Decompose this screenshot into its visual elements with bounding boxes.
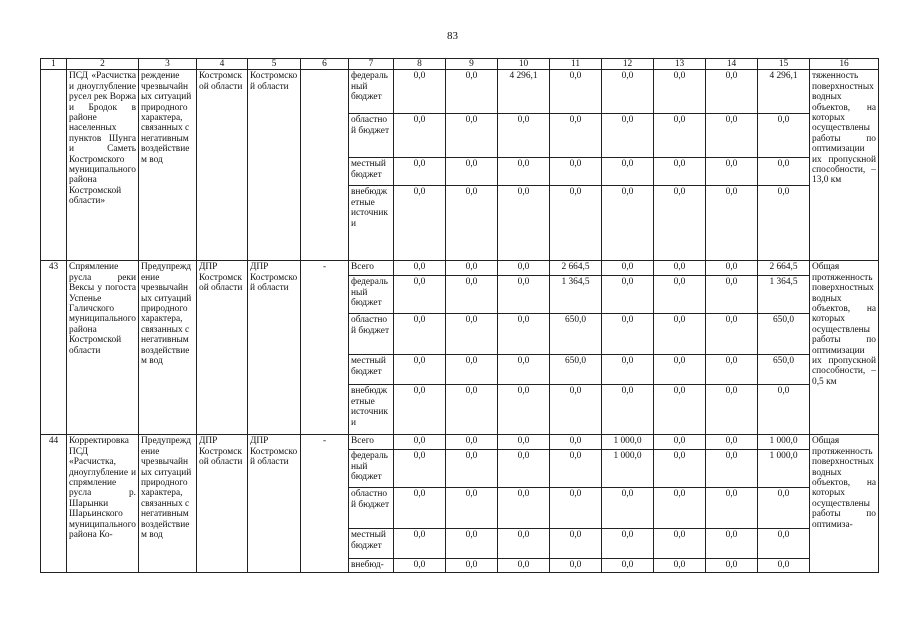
amount-cell: 650,0 bbox=[550, 314, 602, 355]
amount-cell: 0,0 bbox=[602, 385, 654, 435]
amount-cell: 0,0 bbox=[550, 114, 602, 158]
amount-cell: 0,0 bbox=[446, 435, 498, 450]
amount-cell: 0,0 bbox=[706, 314, 758, 355]
amount-cell: 0,0 bbox=[602, 559, 654, 572]
amount-cell: 0,0 bbox=[446, 529, 498, 559]
funding-source-label: местный бюджет bbox=[349, 529, 394, 559]
amount-cell: 1 000,0 bbox=[602, 450, 654, 488]
amount-cell: 0,0 bbox=[394, 314, 446, 355]
amount-cell: 0,0 bbox=[394, 435, 446, 450]
amount-cell: 0,0 bbox=[394, 186, 446, 261]
amount-cell: 0,0 bbox=[706, 70, 758, 114]
column-number: 1 bbox=[41, 59, 67, 70]
amount-cell: 0,0 bbox=[498, 385, 550, 435]
amount-cell: 0,0 bbox=[498, 529, 550, 559]
amount-cell: 0,0 bbox=[446, 314, 498, 355]
project-purpose: Предупреждение чрезвычайных ситуаций природного характера, связанных с негативным воздействием вод bbox=[139, 435, 197, 572]
funding-source-label: внебюджетные источники bbox=[349, 186, 394, 261]
amount-cell: 0,0 bbox=[394, 261, 446, 276]
amount-cell: 0,0 bbox=[654, 261, 706, 276]
amount-cell: 0,0 bbox=[394, 385, 446, 435]
funding-source-label: областной бюджет bbox=[349, 314, 394, 355]
amount-cell: 0,0 bbox=[446, 261, 498, 276]
amount-cell: 0,0 bbox=[706, 559, 758, 572]
amount-cell: 0,0 bbox=[706, 186, 758, 261]
amount-cell: 0,0 bbox=[394, 114, 446, 158]
funding-source-label: местный бюджет bbox=[349, 158, 394, 186]
amount-cell: 0,0 bbox=[550, 488, 602, 529]
amount-cell: 0,0 bbox=[394, 559, 446, 572]
amount-cell: 0,0 bbox=[550, 158, 602, 186]
amount-cell: 0,0 bbox=[654, 314, 706, 355]
amount-cell: 0,0 bbox=[602, 70, 654, 114]
amount-cell: 2 664,5 bbox=[550, 261, 602, 276]
amount-cell: 0,0 bbox=[654, 450, 706, 488]
amount-cell: 4 296,1 bbox=[758, 70, 810, 114]
amount-cell: 0,0 bbox=[602, 158, 654, 186]
amount-cell: 0,0 bbox=[498, 355, 550, 385]
column-6-cell bbox=[301, 70, 349, 261]
amount-cell: 0,0 bbox=[446, 70, 498, 114]
amount-cell: 0,0 bbox=[758, 158, 810, 186]
amount-cell: 0,0 bbox=[654, 158, 706, 186]
expected-result: Общая протяженность поверхностных водных объектов, на которых осуществлены работы по оптимизации их пропускной способности, – 0,5 км bbox=[810, 261, 879, 435]
column-number: 2 bbox=[67, 59, 139, 70]
amount-cell: 0,0 bbox=[550, 186, 602, 261]
amount-cell: 0,0 bbox=[394, 276, 446, 314]
amount-cell: 0,0 bbox=[446, 488, 498, 529]
customer-cell: ДПР Костромской области bbox=[197, 435, 248, 572]
table-body bbox=[41, 59, 879, 573]
table-row bbox=[41, 261, 879, 276]
column-6-cell: - bbox=[301, 261, 349, 435]
amount-cell: 0,0 bbox=[394, 488, 446, 529]
funding-source-label: внебюд- bbox=[349, 559, 394, 572]
funding-source-label: федеральный бюджет bbox=[349, 70, 394, 114]
amount-cell: 0,0 bbox=[446, 559, 498, 572]
amount-cell: 1 000,0 bbox=[602, 435, 654, 450]
amount-cell: 0,0 bbox=[550, 529, 602, 559]
funding-source-label: Всего bbox=[349, 435, 394, 450]
column-number: 16 bbox=[810, 59, 879, 70]
column-number: 12 bbox=[602, 59, 654, 70]
amount-cell: 0,0 bbox=[706, 488, 758, 529]
amount-cell: 0,0 bbox=[654, 529, 706, 559]
project-name: Корректировка ПСД «Расчистка, дноуглубление и спрямление русла р. Шарынки Шарьинского муниципального района Ко- bbox=[67, 435, 139, 572]
amount-cell: 0,0 bbox=[394, 70, 446, 114]
page-number: 83 bbox=[447, 30, 458, 42]
amount-cell: 0,0 bbox=[706, 435, 758, 450]
amount-cell: 0,0 bbox=[550, 559, 602, 572]
amount-cell: 0,0 bbox=[394, 450, 446, 488]
project-purpose: Предупреждение чрезвычайных ситуаций природного характера, связанных с негативным воздействием вод bbox=[139, 261, 197, 435]
funding-source-label: внебюджетные источники bbox=[349, 385, 394, 435]
amount-cell: 0,0 bbox=[446, 186, 498, 261]
amount-cell: 0,0 bbox=[654, 385, 706, 435]
expected-result: тяженность поверхностных водных объектов, на которых осуществлены работы по оптимизации их пропускной способности, – 13,0 км bbox=[810, 70, 879, 261]
amount-cell: 0,0 bbox=[602, 529, 654, 559]
column-number: 7 bbox=[349, 59, 394, 70]
column-number: 13 bbox=[654, 59, 706, 70]
amount-cell: 0,0 bbox=[654, 559, 706, 572]
amount-cell: 0,0 bbox=[498, 158, 550, 186]
amount-cell: 0,0 bbox=[758, 559, 810, 572]
column-number: 15 bbox=[758, 59, 810, 70]
table-row bbox=[41, 435, 879, 450]
amount-cell: 0,0 bbox=[446, 355, 498, 385]
column-number-row bbox=[41, 59, 879, 70]
expected-result: Общая протяженность поверхностных водных объектов, на которых осуществлены работы по оптимиза- bbox=[810, 435, 879, 572]
customer-cell: ДПР Костромской области bbox=[197, 261, 248, 435]
amount-cell: 0,0 bbox=[602, 186, 654, 261]
funding-source-label: областной бюджет bbox=[349, 114, 394, 158]
amount-cell: 4 296,1 bbox=[498, 70, 550, 114]
amount-cell: 0,0 bbox=[498, 488, 550, 529]
amount-cell: 0,0 bbox=[706, 114, 758, 158]
amount-cell: 0,0 bbox=[446, 158, 498, 186]
amount-cell: 0,0 bbox=[602, 314, 654, 355]
column-number: 3 bbox=[139, 59, 197, 70]
amount-cell: 0,0 bbox=[602, 261, 654, 276]
amount-cell: 0,0 bbox=[498, 559, 550, 572]
funding-source-label: федеральный бюджет bbox=[349, 450, 394, 488]
amount-cell: 0,0 bbox=[498, 276, 550, 314]
row-number: 43 bbox=[41, 261, 67, 435]
executor-cell: ДПР Костромской области bbox=[248, 261, 301, 435]
amount-cell: 0,0 bbox=[758, 385, 810, 435]
amount-cell: 0,0 bbox=[654, 114, 706, 158]
amount-cell: 2 664,5 bbox=[758, 261, 810, 276]
amount-cell: 0,0 bbox=[706, 158, 758, 186]
amount-cell: 0,0 bbox=[654, 435, 706, 450]
amount-cell: 1 000,0 bbox=[758, 450, 810, 488]
amount-cell: 0,0 bbox=[550, 385, 602, 435]
amount-cell: 0,0 bbox=[654, 355, 706, 385]
amount-cell: 0,0 bbox=[394, 158, 446, 186]
row-number bbox=[41, 70, 67, 261]
amount-cell: 0,0 bbox=[550, 450, 602, 488]
amount-cell: 0,0 bbox=[394, 355, 446, 385]
column-number: 9 bbox=[446, 59, 498, 70]
amount-cell: 0,0 bbox=[602, 488, 654, 529]
funding-source-label: местный бюджет bbox=[349, 355, 394, 385]
amount-cell: 0,0 bbox=[654, 488, 706, 529]
amount-cell: 1 000,0 bbox=[758, 435, 810, 450]
project-name: Спрямление русла реки Вексы у погоста Успенье Галичского муниципального района Костромской области bbox=[67, 261, 139, 435]
amount-cell: 0,0 bbox=[706, 355, 758, 385]
amount-cell: 0,0 bbox=[706, 276, 758, 314]
customer-cell: Костромской области bbox=[197, 70, 248, 261]
amount-cell: 0,0 bbox=[758, 114, 810, 158]
amount-cell: 0,0 bbox=[498, 435, 550, 450]
amount-cell: 0,0 bbox=[706, 385, 758, 435]
column-number: 11 bbox=[550, 59, 602, 70]
amount-cell: 0,0 bbox=[654, 276, 706, 314]
amount-cell: 0,0 bbox=[758, 186, 810, 261]
column-number: 4 bbox=[197, 59, 248, 70]
amount-cell: 0,0 bbox=[758, 529, 810, 559]
project-name: ПСД «Расчистка и дноуглубление русел рек Воржа и Бродок в районе населенных пунктов Шунга и Саметь Костромского муниципального района Костромской области» bbox=[67, 70, 139, 261]
amount-cell: 0,0 bbox=[654, 186, 706, 261]
column-number: 14 bbox=[706, 59, 758, 70]
amount-cell: 0,0 bbox=[394, 529, 446, 559]
amount-cell: 1 364,5 bbox=[758, 276, 810, 314]
amount-cell: 650,0 bbox=[758, 314, 810, 355]
amount-cell: 0,0 bbox=[498, 314, 550, 355]
budget-table bbox=[40, 58, 879, 573]
funding-source-label: Всего bbox=[349, 261, 394, 276]
amount-cell: 0,0 bbox=[446, 450, 498, 488]
amount-cell: 0,0 bbox=[602, 276, 654, 314]
amount-cell: 0,0 bbox=[550, 435, 602, 450]
column-number: 5 bbox=[248, 59, 301, 70]
amount-cell: 650,0 bbox=[758, 355, 810, 385]
table-row bbox=[41, 70, 879, 114]
amount-cell: 0,0 bbox=[654, 70, 706, 114]
amount-cell: 0,0 bbox=[706, 529, 758, 559]
executor-cell: ДПР Костромской области bbox=[248, 435, 301, 572]
project-purpose: реждение чрезвычайных ситуаций природного характера, связанных с негативным воздействием вод bbox=[139, 70, 197, 261]
amount-cell: 1 364,5 bbox=[550, 276, 602, 314]
column-number: 10 bbox=[498, 59, 550, 70]
funding-source-label: федеральный бюджет bbox=[349, 276, 394, 314]
amount-cell: 0,0 bbox=[498, 186, 550, 261]
funding-source-label: областной бюджет bbox=[349, 488, 394, 529]
amount-cell: 0,0 bbox=[550, 70, 602, 114]
column-6-cell: - bbox=[301, 435, 349, 572]
amount-cell: 0,0 bbox=[498, 114, 550, 158]
amount-cell: 0,0 bbox=[498, 450, 550, 488]
amount-cell: 0,0 bbox=[602, 114, 654, 158]
amount-cell: 0,0 bbox=[706, 261, 758, 276]
amount-cell: 0,0 bbox=[498, 261, 550, 276]
amount-cell: 0,0 bbox=[446, 276, 498, 314]
column-number: 6 bbox=[301, 59, 349, 70]
amount-cell: 0,0 bbox=[602, 355, 654, 385]
column-number: 8 bbox=[394, 59, 446, 70]
executor-cell: Костромской области bbox=[248, 70, 301, 261]
amount-cell: 0,0 bbox=[758, 488, 810, 529]
amount-cell: 650,0 bbox=[550, 355, 602, 385]
amount-cell: 0,0 bbox=[446, 114, 498, 158]
amount-cell: 0,0 bbox=[706, 450, 758, 488]
row-number: 44 bbox=[41, 435, 67, 572]
amount-cell: 0,0 bbox=[446, 385, 498, 435]
